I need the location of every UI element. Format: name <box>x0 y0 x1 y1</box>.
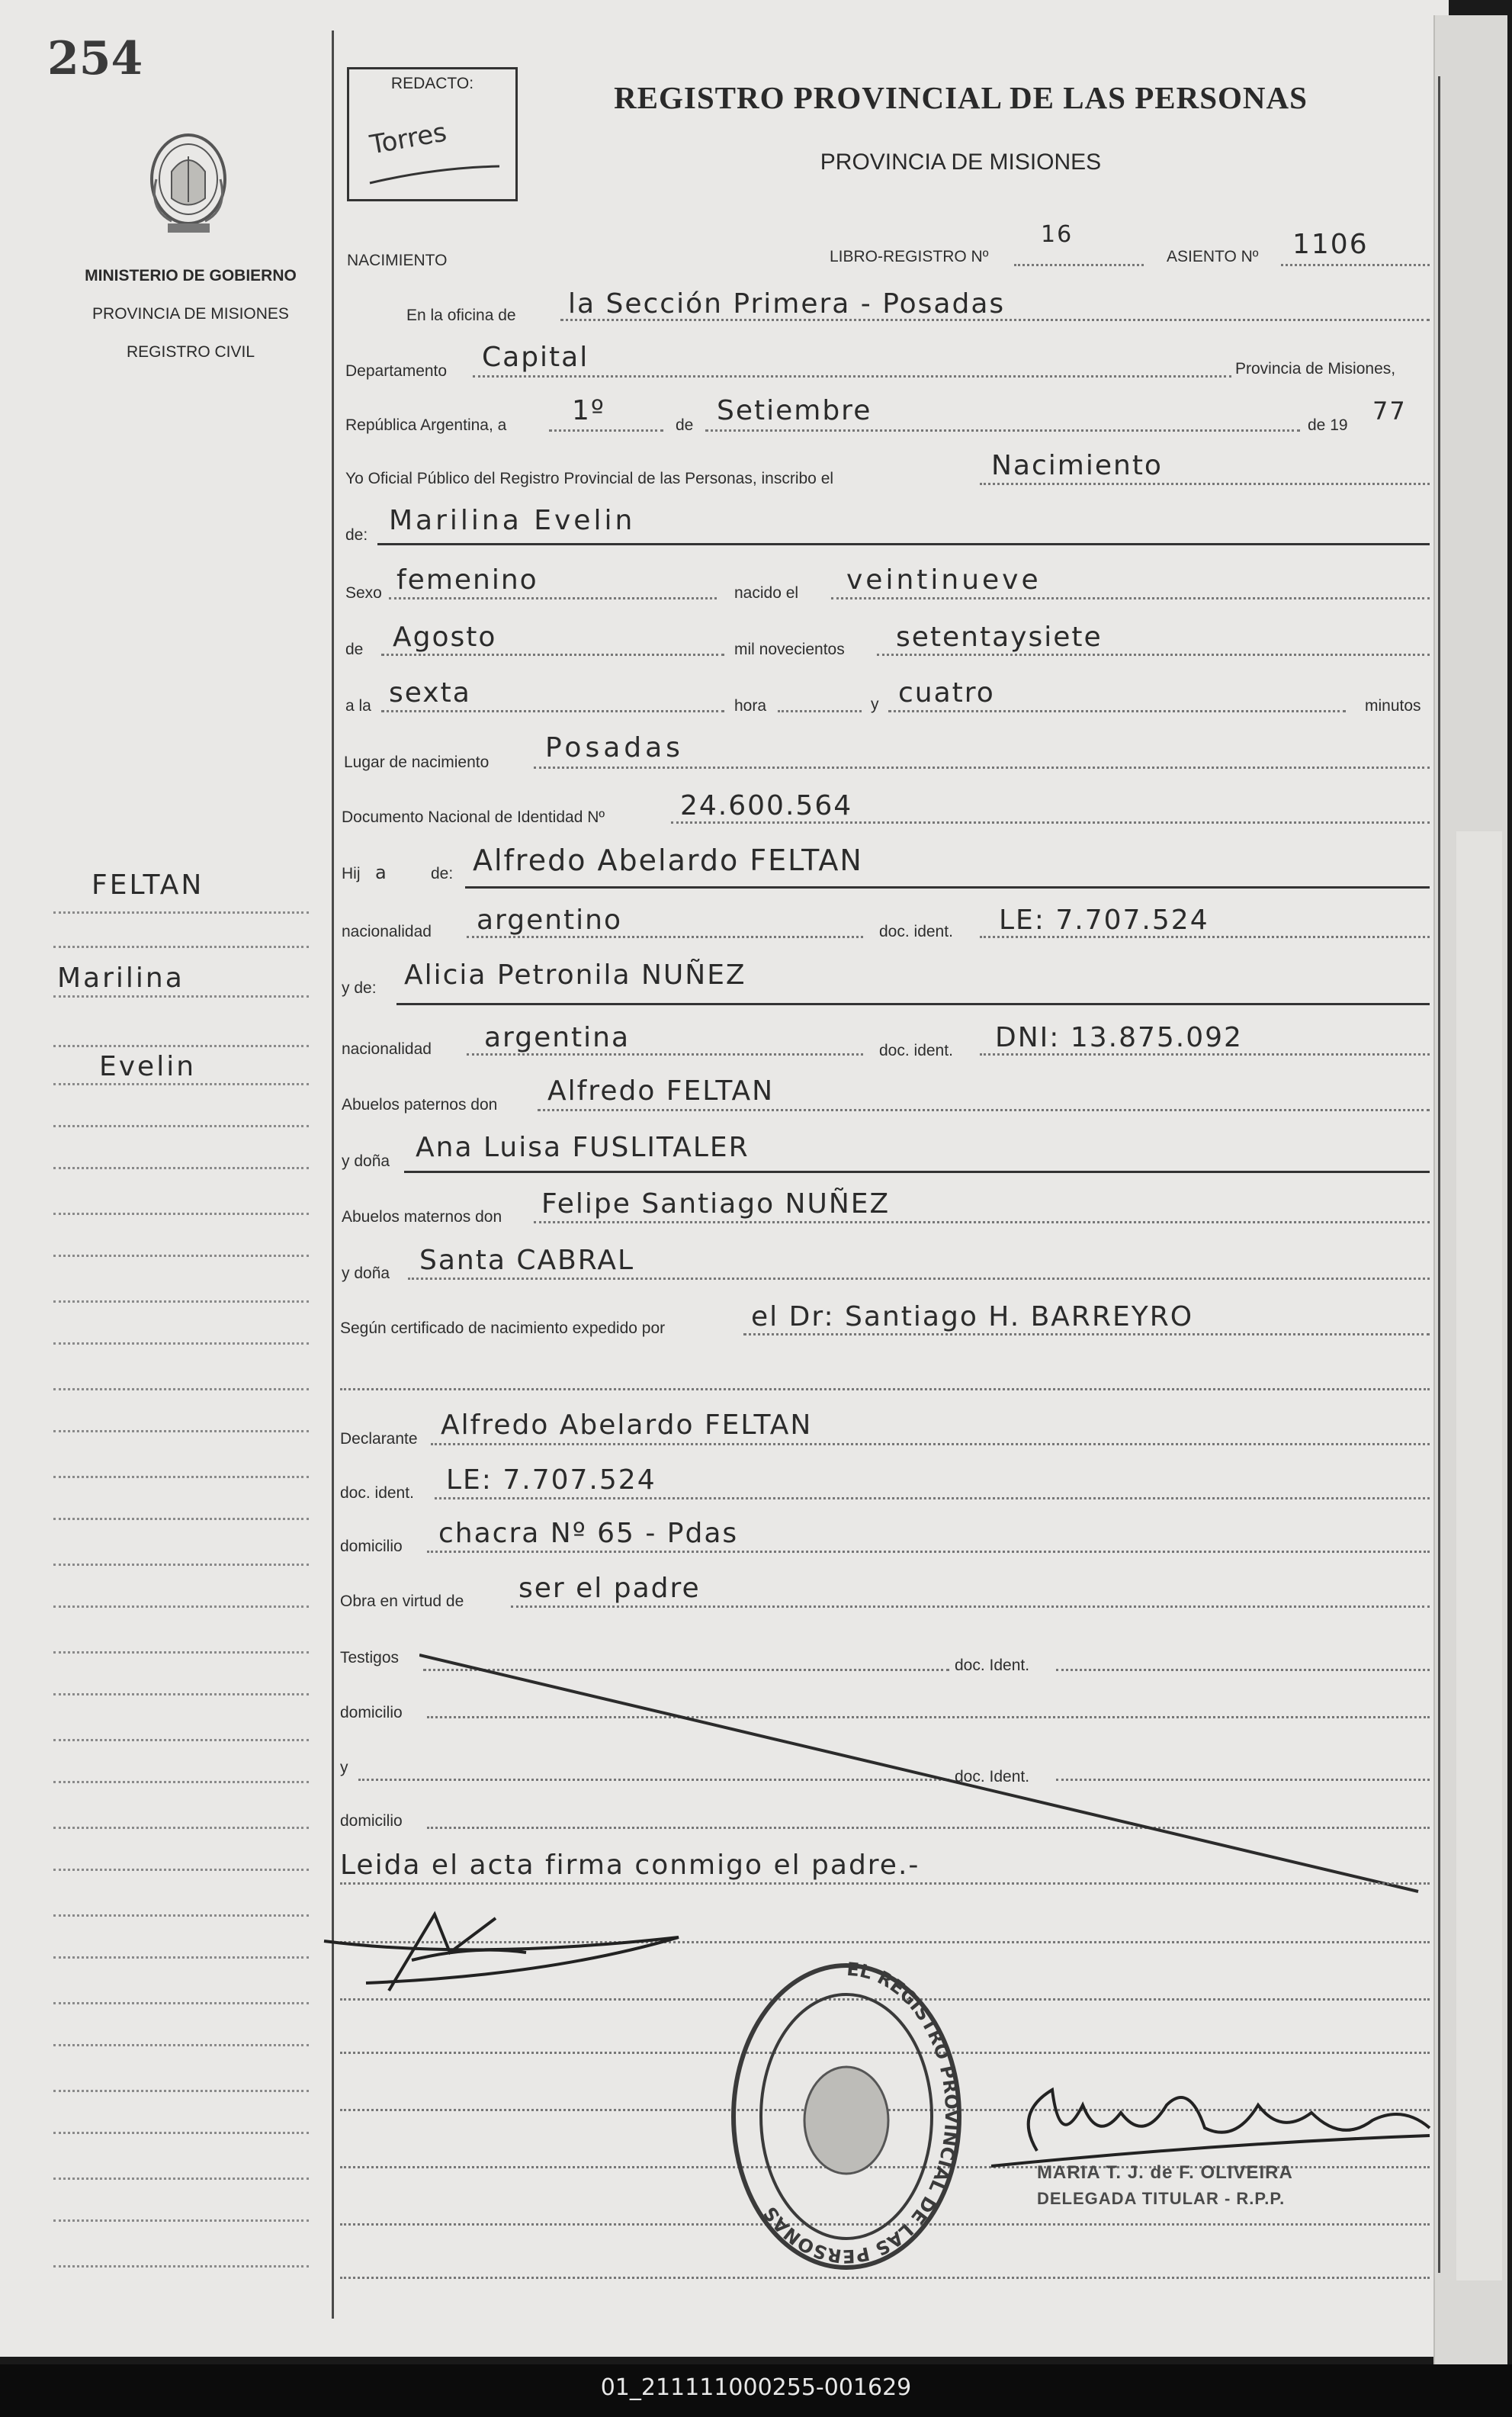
asiento-dots <box>1281 264 1430 266</box>
page-edge-lower <box>1456 831 1502 2280</box>
margin-line <box>53 1869 309 1871</box>
abm2-dots <box>408 1278 1430 1280</box>
lectura-value: Leida el acta firma conmigo el padre.- <box>340 1850 920 1881</box>
margin-line <box>53 1518 309 1520</box>
hora2-dots <box>778 710 862 712</box>
margin-line <box>53 1914 309 1917</box>
margin-line <box>53 1693 309 1695</box>
domicilio-value: chacra Nº 65 - Pdas <box>438 1518 739 1549</box>
sexo-value: femenino <box>396 564 538 596</box>
testigos-label: Testigos <box>340 1649 400 1667</box>
nac1-dots <box>467 936 863 938</box>
folio-number: 254 <box>47 32 143 85</box>
hora-dots <box>381 710 724 712</box>
ministerio-label: MINISTERIO DE GOBIERNO <box>85 267 297 284</box>
redacto-value: Torres <box>368 117 449 161</box>
margin-line <box>53 1300 309 1303</box>
margin-line <box>53 1956 309 1959</box>
mes-dots <box>705 429 1300 432</box>
minutos-value: cuatro <box>898 677 995 709</box>
margin-line <box>53 2265 309 2268</box>
nac1-value: argentino <box>477 905 623 936</box>
oficial-dots <box>980 483 1430 485</box>
anio-nac-dots <box>877 654 1430 656</box>
nacido-label: nacido el <box>734 584 799 602</box>
ydona1-label: y doña <box>342 1152 390 1170</box>
domicilio-label: domicilio <box>340 1538 403 1555</box>
hija-label: Hij <box>342 865 361 882</box>
abp-value: Alfredo FELTAN <box>547 1075 775 1107</box>
margin-line <box>53 1476 309 1478</box>
dni-value: 24.600.564 <box>680 790 853 821</box>
departamento-value: Capital <box>482 342 589 373</box>
doc1-label: doc. ident. <box>879 923 953 940</box>
hora-value: sexta <box>389 677 471 709</box>
cert-label: Según certificado de nacimiento expedido por <box>340 1319 666 1337</box>
doc3-label: doc. ident. <box>340 1484 414 1502</box>
margin-line <box>53 1781 309 1783</box>
oficial-label: Yo Oficial Público del Registro Provincial de las Personas, inscribo el <box>345 470 834 487</box>
dom2-label: domicilio <box>340 1704 403 1721</box>
lectura-dots <box>340 1882 1430 1885</box>
madre-value: Alicia Petronila NUÑEZ <box>404 959 746 991</box>
yde-label: y de: <box>342 979 377 997</box>
margin-line <box>53 2002 309 2004</box>
mes-nac-dots <box>381 654 724 656</box>
official-role: DELEGADA TITULAR - R.P.P. <box>1037 2189 1286 2208</box>
abm-dots <box>534 1221 1430 1223</box>
margin-line <box>53 1827 309 1829</box>
abp2-line <box>404 1171 1430 1173</box>
margin-line <box>53 1388 309 1390</box>
ydona2-label: y doña <box>342 1265 390 1282</box>
domicilio-dots <box>427 1551 1430 1553</box>
margin-line <box>53 2044 309 2046</box>
margin-line <box>53 1167 309 1169</box>
margin-line <box>53 911 309 914</box>
abm-label: Abuelos maternos don <box>342 1208 502 1226</box>
hora-label: hora <box>734 697 767 715</box>
oficina-dots <box>560 319 1430 321</box>
registro-civil-label: REGISTRO CIVIL <box>126 343 255 361</box>
dni-label: Documento Nacional de Identidad Nº <box>342 808 605 826</box>
redacto-underline <box>366 160 503 191</box>
nac1-label: nacionalidad <box>342 923 432 940</box>
doc2-dots <box>980 1053 1430 1056</box>
margin-line <box>53 1739 309 1741</box>
provincia-label: Provincia de Misiones, <box>1235 360 1396 378</box>
minutos-label: minutos <box>1365 697 1421 715</box>
lugar-dots <box>534 767 1430 769</box>
tipo-label: NACIMIENTO <box>347 252 448 269</box>
official-name: MARIA T. J. de F. OLIVEIRA <box>1037 2162 1293 2183</box>
abp-label: Abuelos paternos don <box>342 1096 498 1114</box>
registry-stamp <box>728 1956 965 2277</box>
y-label: y <box>871 696 879 713</box>
nombre-value: Marilina Evelin <box>389 505 636 536</box>
lugar-label: Lugar de nacimiento <box>344 754 490 771</box>
declarante-value: Alfredo Abelardo FELTAN <box>441 1409 813 1441</box>
margin-note-name2: Evelin <box>99 1051 197 1082</box>
lugar-value: Posadas <box>545 732 684 763</box>
margin-line <box>53 2090 309 2092</box>
anio-nac-value: setentaysiete <box>896 622 1103 653</box>
doc2-label: doc. ident. <box>879 1042 953 1059</box>
sexo-dots <box>389 597 717 599</box>
cert-dots <box>743 1333 1430 1335</box>
margin-note-name1: Marilina <box>57 963 185 994</box>
nacido-value: veintinueve <box>846 564 1042 596</box>
abm2-value: Santa CABRAL <box>419 1245 635 1276</box>
margin-line <box>53 1083 309 1085</box>
right-margin-rule <box>1438 76 1440 2273</box>
sexo-label: Sexo <box>345 584 382 602</box>
margin-line <box>53 2178 309 2180</box>
margin-line <box>53 995 309 998</box>
cert-value: el Dr: Santiago H. BARREYRO <box>751 1301 1194 1332</box>
oficial-value: Nacimiento <box>991 450 1163 481</box>
image-id-label: 01_211111000255-001629 <box>600 2374 912 2401</box>
official-signature <box>991 2059 1433 2174</box>
sig-dots-7 <box>340 2277 1430 2279</box>
dia-dots <box>549 429 663 432</box>
dni-dots <box>671 821 1430 824</box>
nombre-line <box>377 543 1430 545</box>
de-anio-label: de 19 <box>1308 416 1348 434</box>
obra-dots <box>511 1605 1430 1608</box>
obra-value: ser el padre <box>518 1573 701 1604</box>
doc5-label: doc. Ident. <box>955 1768 1030 1785</box>
minutos-dots <box>888 710 1346 712</box>
declarante-label: Declarante <box>340 1430 418 1448</box>
margin-line <box>53 1430 309 1432</box>
doc4-label: doc. Ident. <box>955 1657 1030 1674</box>
margin-line <box>53 2219 309 2222</box>
hija-suffix: a <box>375 862 387 883</box>
margin-line <box>53 1605 309 1608</box>
abp-dots <box>538 1109 1430 1111</box>
margin-line <box>53 946 309 948</box>
margin-line <box>53 2132 309 2134</box>
margin-line <box>53 1255 309 1257</box>
oficina-label: En la oficina de <box>406 307 516 324</box>
page-subtitle: PROVINCIA DE MISIONES <box>820 149 1102 175</box>
anio-value: 77 <box>1372 397 1407 426</box>
nacido-dots <box>831 597 1430 599</box>
nac2-value: argentina <box>484 1022 631 1053</box>
y2-label: y <box>340 1759 348 1776</box>
cert-dots-2 <box>340 1388 1430 1390</box>
margin-line <box>53 1125 309 1127</box>
stamp-text: EL REGISTRO PROVINCIAL DE LAS PERSONAS <box>759 1958 963 2268</box>
margin-line <box>53 1651 309 1654</box>
asiento-value: 1106 <box>1292 229 1369 260</box>
de-label: de <box>676 416 694 434</box>
asiento-label: ASIENTO Nº <box>1167 248 1259 265</box>
libro-dots <box>1014 264 1144 266</box>
republica-label: República Argentina, a <box>345 416 507 434</box>
dom3-label: domicilio <box>340 1812 403 1830</box>
padre-line <box>465 886 1430 889</box>
doc2-value: DNI: 13.875.092 <box>995 1022 1243 1053</box>
mil-label: mil novecientos <box>734 641 845 658</box>
de2-label: de: <box>345 526 368 544</box>
mes-value: Setiembre <box>717 395 872 426</box>
nac2-label: nacionalidad <box>342 1040 432 1058</box>
madre-line <box>396 1003 1430 1005</box>
doc1-dots <box>980 936 1430 938</box>
page-title: REGISTRO PROVINCIAL DE LAS PERSONAS <box>614 80 1308 115</box>
libro-value: 16 <box>1041 221 1074 248</box>
abp2-value: Ana Luisa FUSLITALER <box>416 1132 750 1163</box>
padre-value: Alfredo Abelardo FELTAN <box>473 844 863 877</box>
de3-label: de <box>345 641 364 658</box>
ala-label: a la <box>345 697 371 715</box>
dia-value: 1º <box>572 395 605 426</box>
margin-note-surname: FELTAN <box>91 869 204 901</box>
margin-line <box>53 1045 309 1047</box>
libro-label: LIBRO-REGISTRO Nº <box>830 248 989 265</box>
declarant-signature <box>320 1907 686 2006</box>
margin-line <box>53 1342 309 1345</box>
coat-of-arms-icon <box>141 126 236 240</box>
hija-de-label: de: <box>431 865 454 882</box>
margin-line <box>53 1564 309 1566</box>
departamento-dots <box>473 375 1231 378</box>
doc3-value: LE: 7.707.524 <box>446 1464 656 1496</box>
doc3-dots <box>435 1497 1430 1499</box>
oficina-value: la Sección Primera - Posadas <box>568 288 1006 320</box>
nac2-dots <box>467 1053 863 1056</box>
declarante-dots <box>431 1443 1430 1445</box>
provincia-left-label: PROVINCIA DE MISIONES <box>92 305 289 323</box>
doc1-value: LE: 7.707.524 <box>999 905 1209 936</box>
margin-line <box>53 1213 309 1215</box>
redacto-label: REDACTO: <box>390 75 474 92</box>
obra-label: Obra en virtud de <box>340 1593 464 1610</box>
departamento-label: Departamento <box>345 362 448 380</box>
abm-value: Felipe Santiago NUÑEZ <box>541 1188 891 1220</box>
mes-nac-value: Agosto <box>393 622 497 653</box>
